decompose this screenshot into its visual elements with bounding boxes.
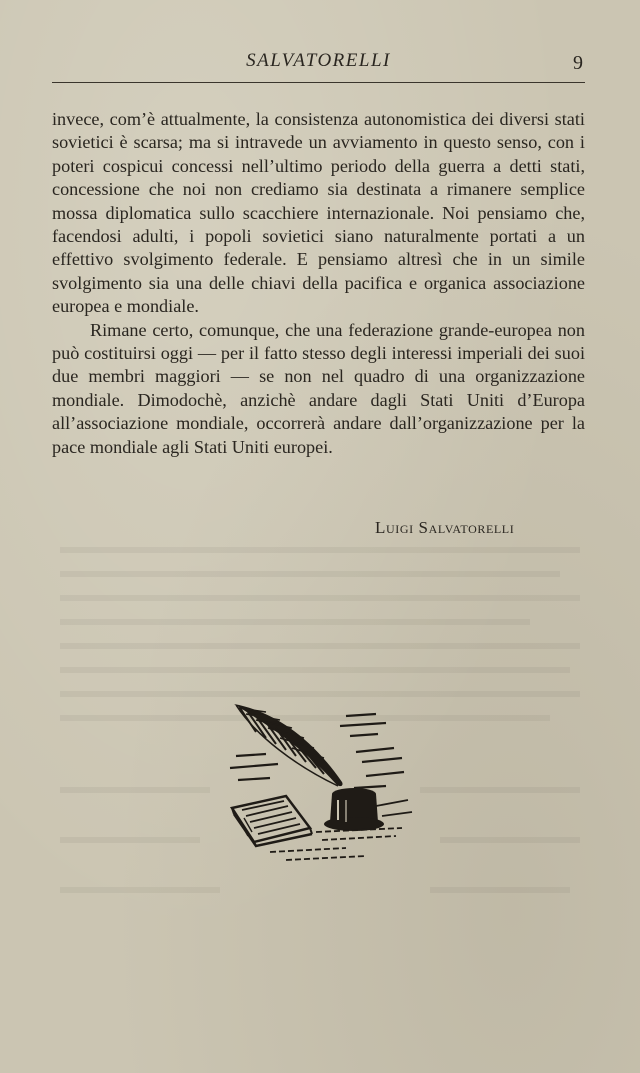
page-header: [52, 48, 585, 83]
body-text: [52, 108, 585, 459]
running-head: SALVATORELLI: [246, 50, 391, 71]
inkwell-quill-book-icon: [226, 696, 416, 866]
paragraph-2: Rimane certo, comunque, che una federazione grande-europea non può costituirsi oggi — per il fatto stesso degli interessi imperiali dei suoi due membri maggiori — se non nel quadro di una organizzazione mondiale. Dimodochè, anzichè andare dagli Stati Uniti d’Europa all’associazione mondiale, occorrerà andare dall’organizzazione per la pace mondiale agli Stati Uniti europei.: [52, 319, 585, 457]
author-signature: Luigi Salvatorelli: [375, 518, 515, 537]
paragraph-1: invece, com’è attualmente, la consistenza autonomistica dei diversi stati sovietici è scarsa; ma si intravede un avviamento in questo senso, con i poteri cospicui concessi nell’ultimo periodo della guerra a detti stati, concessione che noi non crediamo sia destinata a rimanere semplice mossa diplomatica sullo scacchiere internazionale. Noi pensiamo che, facendosi adulti, i popoli sovietici siano naturalmente portati a un effettivo svolgimento federale. E pensiamo altresì che in un simile svolgimento sia una delle chiavi della pacifica e organica associazione europea e mondiale.: [52, 109, 585, 317]
page-number: 9: [573, 52, 583, 74]
